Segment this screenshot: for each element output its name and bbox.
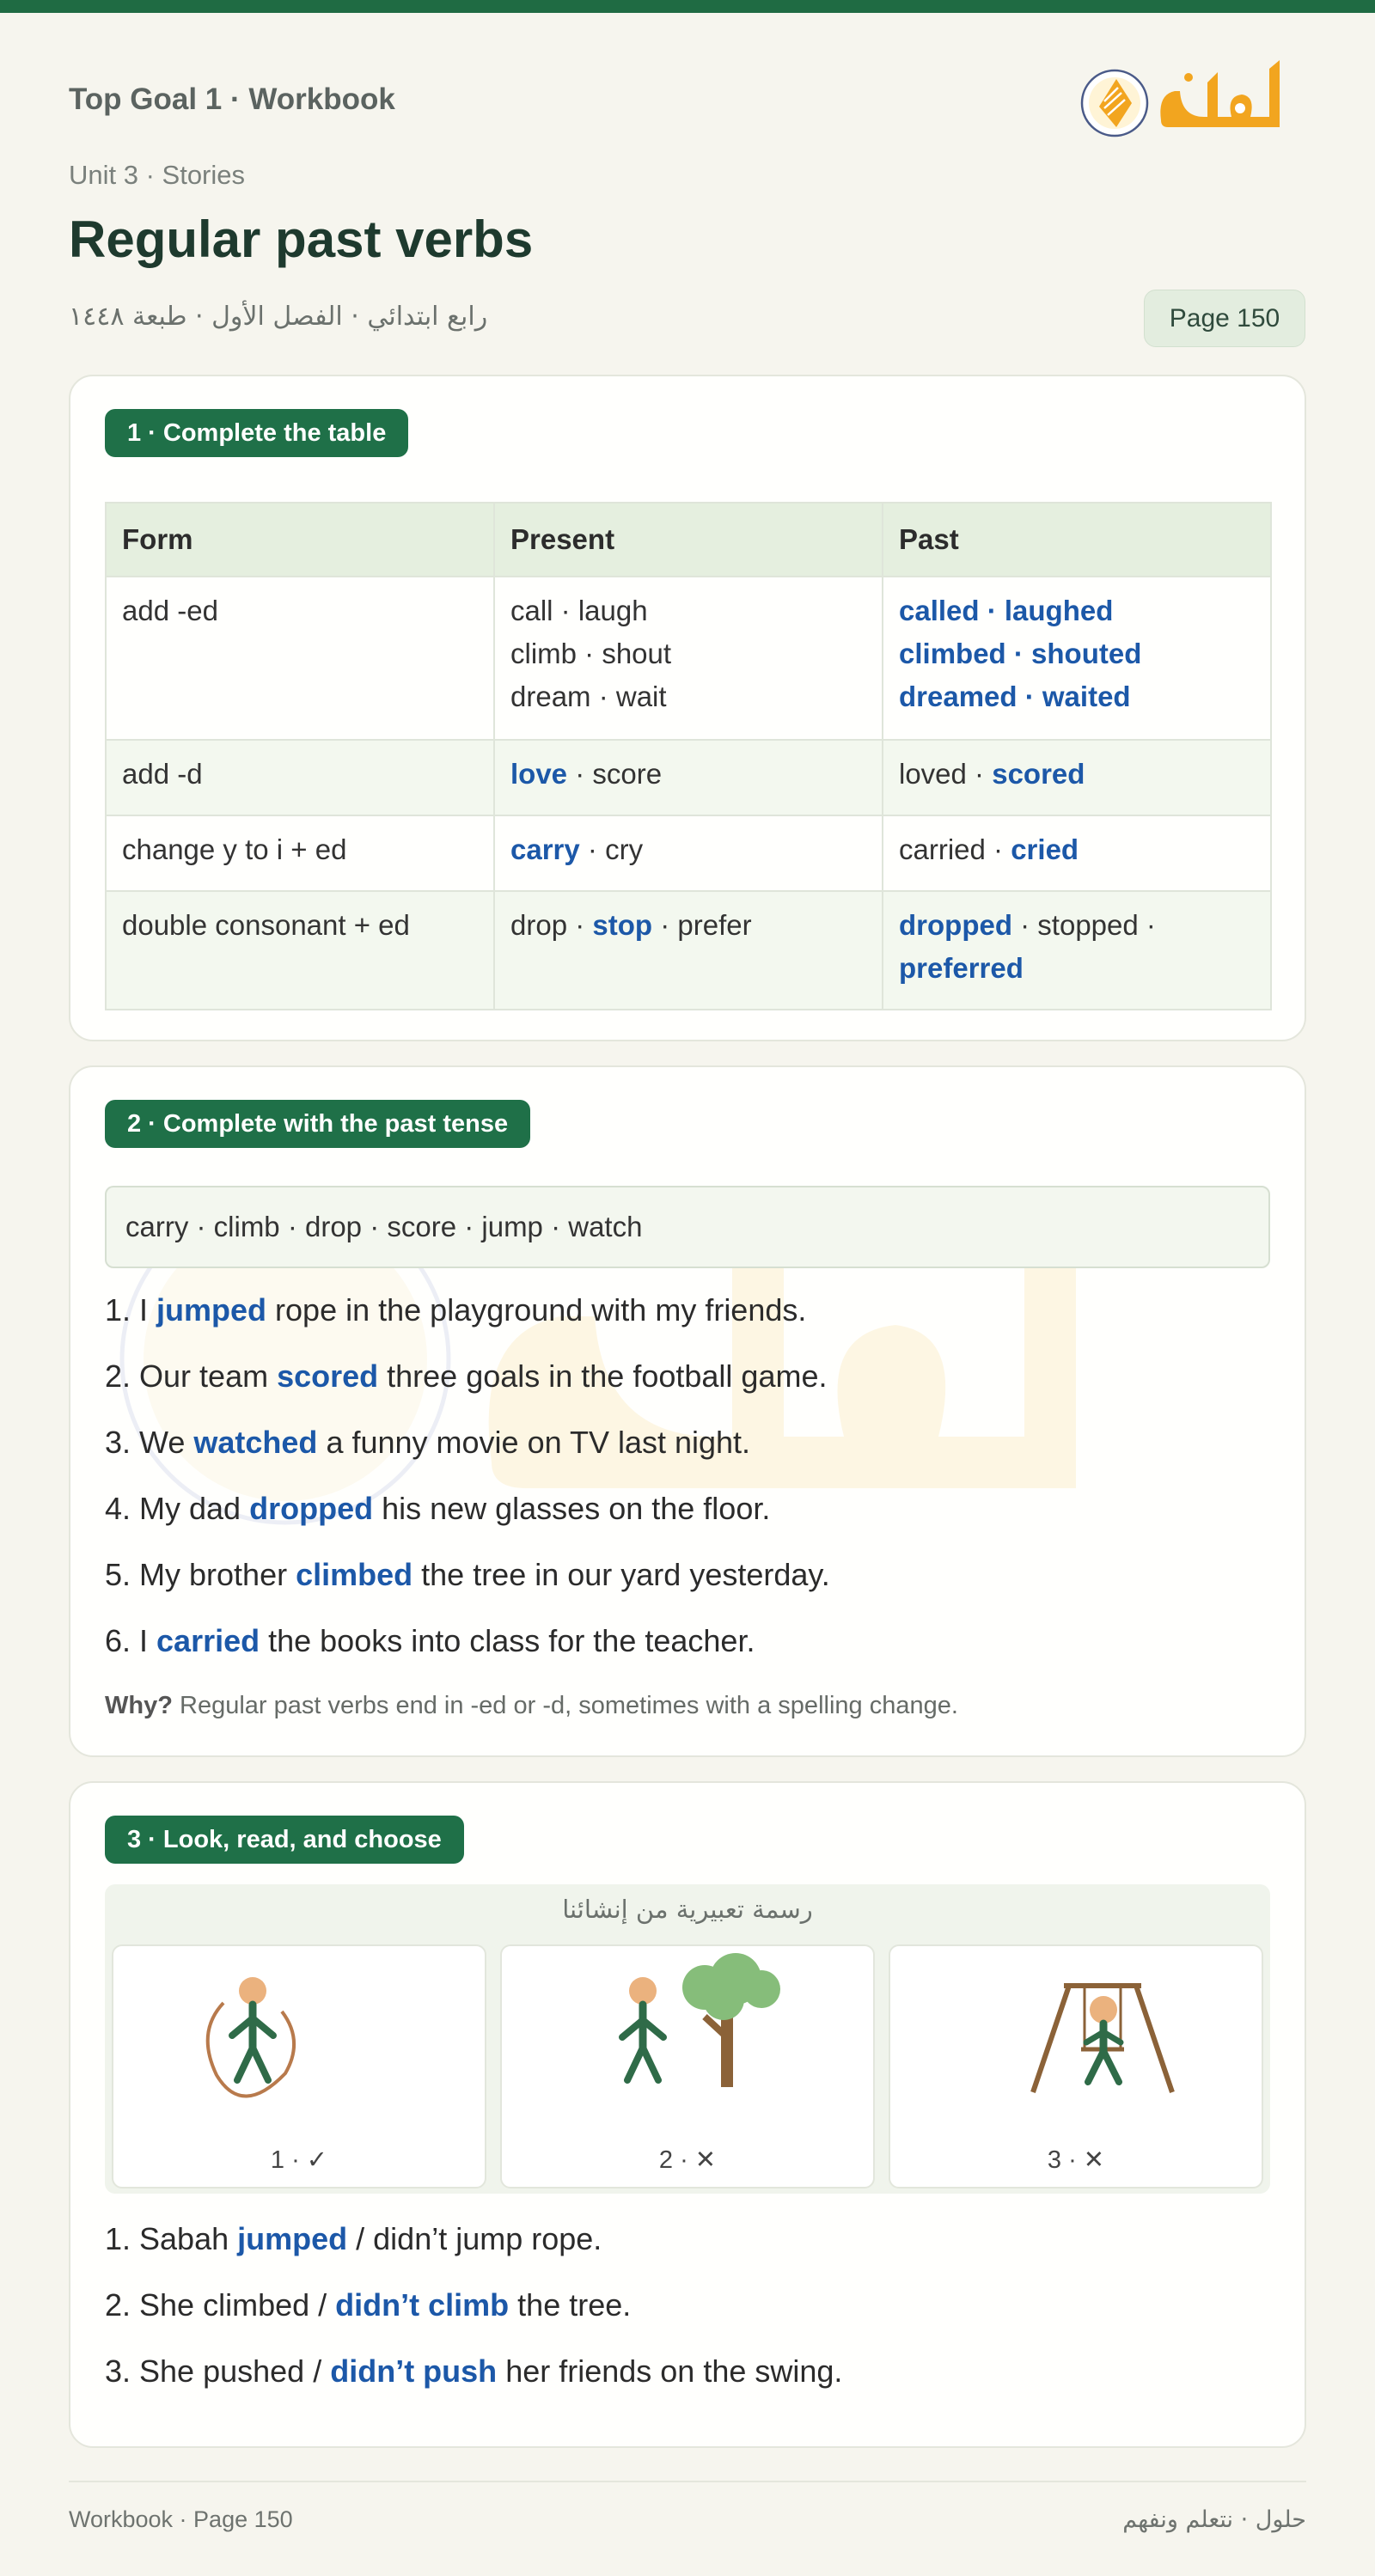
exercise-sentence: 1. I jumped rope in the playground with my friends. [105,1292,807,1328]
answer-word: dropped [249,1491,374,1526]
answer-word: love [510,758,568,790]
top-accent-bar [0,0,1375,13]
table-row [106,740,1271,815]
section-1-title: 1 · Complete the table [105,409,408,457]
present-cell [494,891,883,1010]
header-form: Form [106,503,494,577]
given-word: · prefer [652,909,752,941]
choice-sentence: 3. She pushed / didn’t push her friends on the swing. [105,2353,843,2389]
other-option[interactable]: pushed [203,2353,305,2389]
given-word: carried · [899,833,1011,865]
chosen-option[interactable]: didn’t climb [335,2287,510,2323]
present-cell [494,740,883,815]
pictures-panel [105,1884,1270,2194]
answer-word: preferred [899,952,1024,984]
picture-label: 1 · ✓ [270,2146,328,2174]
footer-divider [69,2481,1306,2482]
footer-page-label: Workbook · Page 150 [69,2506,293,2532]
header-present: Present [494,503,883,577]
answer-word: carried [156,1623,260,1658]
given-word: · cry [579,833,644,865]
exercise-sentence: 6. I carried the books into class for the teacher. [105,1623,755,1658]
other-option[interactable]: climbed [203,2287,310,2323]
present-cell [494,577,883,740]
answer-word: carry [510,833,580,865]
picture-card-2 [500,1944,875,2188]
answer-word: watched [193,1425,318,1460]
picture-label: 2 · ✕ [658,2146,717,2174]
present-line: climb · shout [510,638,672,669]
table-row [106,891,1271,1010]
answer-word: jumped [156,1292,267,1328]
given-word: · stopped · [1011,909,1156,941]
chosen-option[interactable]: didn’t push [330,2353,498,2389]
hulul-logo [1079,53,1293,148]
answer-word: climbed [296,1557,413,1592]
word-bank: carry · climb · drop · score · jump · watch [105,1186,1270,1268]
answer-line: called · laughed [899,595,1114,626]
table-header-row [106,503,1271,577]
answer-word: cried [1011,833,1079,865]
why-note: Why? Regular past verbs end in -ed or -d, sometimes with a spelling change. [105,1692,958,1719]
given-word: · score [567,758,663,790]
form-cell: double consonant + ed [106,891,494,1010]
verb-forms-table [105,502,1272,1010]
section-complete-table [69,375,1306,1041]
form-cell: add -ed [106,577,494,740]
choice-sentence: 1. Sabah jumped / didn’t jump rope. [105,2221,602,2256]
page-title: Regular past verbs [69,211,534,268]
past-cell [883,577,1271,740]
present-line: call · laugh [510,595,648,626]
section-3-title: 3 · Look, read, and choose [105,1816,464,1864]
answer-word: stop [592,909,653,941]
section-2-title: 2 · Complete with the past tense [105,1100,530,1148]
table-row [106,815,1271,891]
exercise-sentence: 2. Our team scored three goals in the football game. [105,1358,828,1394]
present-line: dream · wait [510,681,667,712]
form-cell: add -d [106,740,494,815]
exercise-sentence: 3. We watched a funny movie on TV last night. [105,1425,751,1460]
answer-word: scored [277,1358,379,1394]
table-row [106,577,1271,740]
chosen-option[interactable]: jumped [237,2221,348,2256]
present-cell [494,815,883,891]
given-word: drop · [510,909,593,941]
page-number-badge: Page 150 [1144,290,1305,347]
past-cell [883,740,1271,815]
exercise-sentence: 4. My dad dropped his new glasses on the floor. [105,1491,771,1526]
exercise-sentence: 5. My brother climbed the tree in our yard yesterday. [105,1557,830,1592]
grade-edition-label: رابع ابتدائي · الفصل الأول · طبعة ١٤٤٨ [69,302,488,332]
picture-card-3 [889,1944,1263,2188]
picture-card-1 [112,1944,486,2188]
answer-line: dreamed · waited [899,681,1131,712]
unit-label: Unit 3 · Stories [69,160,246,190]
other-option[interactable]: didn’t jump [373,2221,523,2256]
picture-label: 3 · ✕ [1047,2146,1105,2174]
past-cell [883,891,1271,1010]
footer-brand-tagline: حلول · نتعلم ونفهم [1122,2506,1306,2533]
book-brand: Top Goal 1 · Workbook [69,82,395,116]
header-past: Past [883,503,1271,577]
section-look-read-choose [69,1781,1306,2448]
answer-line: climbed · shouted [899,638,1142,669]
choice-sentence: 2. She climbed / didn’t climb the tree. [105,2287,632,2323]
given-word: loved · [899,758,993,790]
pictures-caption: رسمة تعبيرية من إنشائنا [562,1895,813,1924]
past-cell [883,815,1271,891]
section-past-tense [69,1065,1306,1757]
answer-word: dropped [899,909,1012,941]
form-cell: change y to i + ed [106,815,494,891]
answer-word: scored [992,758,1085,790]
